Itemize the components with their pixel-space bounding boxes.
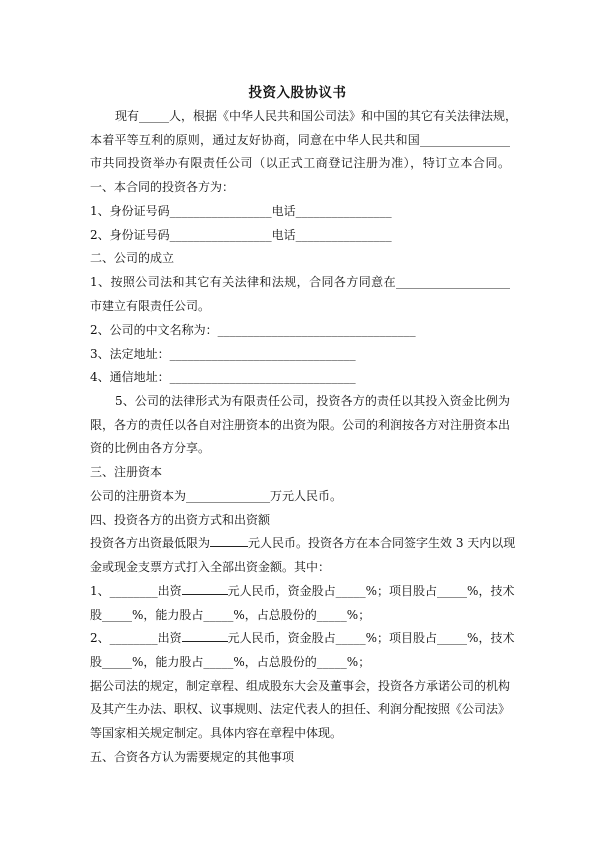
share-row-1-terms: 元人民币，资金股占_____%；项目股占_____%，技术 — [227, 584, 515, 598]
closing-line-1: 据公司法的规定，制定章程、组成股东大会及董事会，投资各方承诺公司的机构 — [90, 679, 511, 693]
share-row-2 — [90, 631, 515, 645]
paragraph-line-2: 本着平等互利的原则，通过友好协商，同意在中华人民共和国_______________ — [90, 133, 510, 147]
section-heading-parties: 一、本合同的投资各方为： — [90, 180, 235, 194]
section-heading-establishment: 二、公司的成立 — [90, 251, 175, 265]
legal-form-line-3: 资的比例由各方分享。 — [90, 441, 211, 455]
paragraph-line-3: 市共同投资举办有限责任公司（以正式工商登记注册为准），特订立本合同。 — [90, 156, 510, 170]
section-heading-contribution: 四、投资各方的出资方式和出资额 — [90, 513, 271, 527]
share-row-1-amount-blank[interactable] — [182, 584, 228, 595]
section-heading-capital: 三、注册资本 — [90, 465, 163, 479]
section-heading-other-matters: 五、合资各方认为需要规定的其他事项 — [90, 750, 295, 764]
closing-line-2: 及其产生办法、职权、议事规则、法定代表人的担任、利润分配按照《公司法》 — [90, 702, 511, 716]
minimum-investment-terms: 元人民币。投资各方在本合同签字生效 3 天内以现 — [248, 536, 516, 550]
payment-method-line: 金或现金支票方式打入全部出资金额。其中： — [90, 560, 331, 574]
minimum-amount-blank[interactable] — [210, 536, 248, 547]
share-row-1-investor: 1、________出资 — [90, 584, 182, 598]
closing-line-3: 等国家相关规定制定。具体内容在章程中体现。 — [90, 726, 343, 740]
share-row-1 — [90, 584, 515, 598]
paragraph-line-1: 现有_____人，根据《中华人民共和国公司法》和中国的其它有关法律法规， — [115, 109, 518, 123]
document-title: 投资入股协议书 — [248, 85, 347, 101]
share-row-2-investor: 2、________出资 — [90, 631, 182, 645]
share-row-2-amount-blank[interactable] — [182, 631, 228, 642]
share-row-2-terms: 元人民币，资金股占_____%；项目股占_____%，技术 — [227, 631, 515, 645]
mailing-address-line: 4、通信地址：_______________________________ — [90, 370, 356, 384]
establishment-line-1: 1、按照公司法和其它有关法律和法规，合同各方同意在___________________ — [90, 275, 510, 289]
legal-form-line-2: 限，各方的责任以各自对注册资本的出资为限。公司的利润按各方对注册资本出 — [90, 418, 511, 432]
registered-capital-line: 公司的注册资本为______________万元人民币。 — [90, 489, 343, 503]
share-row-2-tail: 股_____%，能力股占_____%，占总股份的_____%； — [90, 655, 371, 669]
minimum-investment-line — [90, 536, 516, 550]
party-2-line: 2、身份证号码_________________电话________________ — [90, 228, 392, 242]
minimum-investment-label: 投资各方出资最低限为 — [90, 536, 211, 550]
company-name-line: 2、公司的中文名称为：_________________________________ — [90, 323, 416, 337]
legal-address-line: 3、法定地址：_______________________________ — [90, 347, 356, 361]
legal-form-line-1: 5、公司的法律形式为有限责任公司，投资各方的责任以其投入资金比例为 — [115, 394, 510, 408]
party-1-line: 1、身份证号码_________________电话________________ — [90, 204, 392, 218]
share-row-1-tail: 股_____%，能力股占_____%，占总股份的_____%； — [90, 608, 371, 622]
establishment-line-2: 市建立有限责任公司。 — [90, 299, 211, 313]
